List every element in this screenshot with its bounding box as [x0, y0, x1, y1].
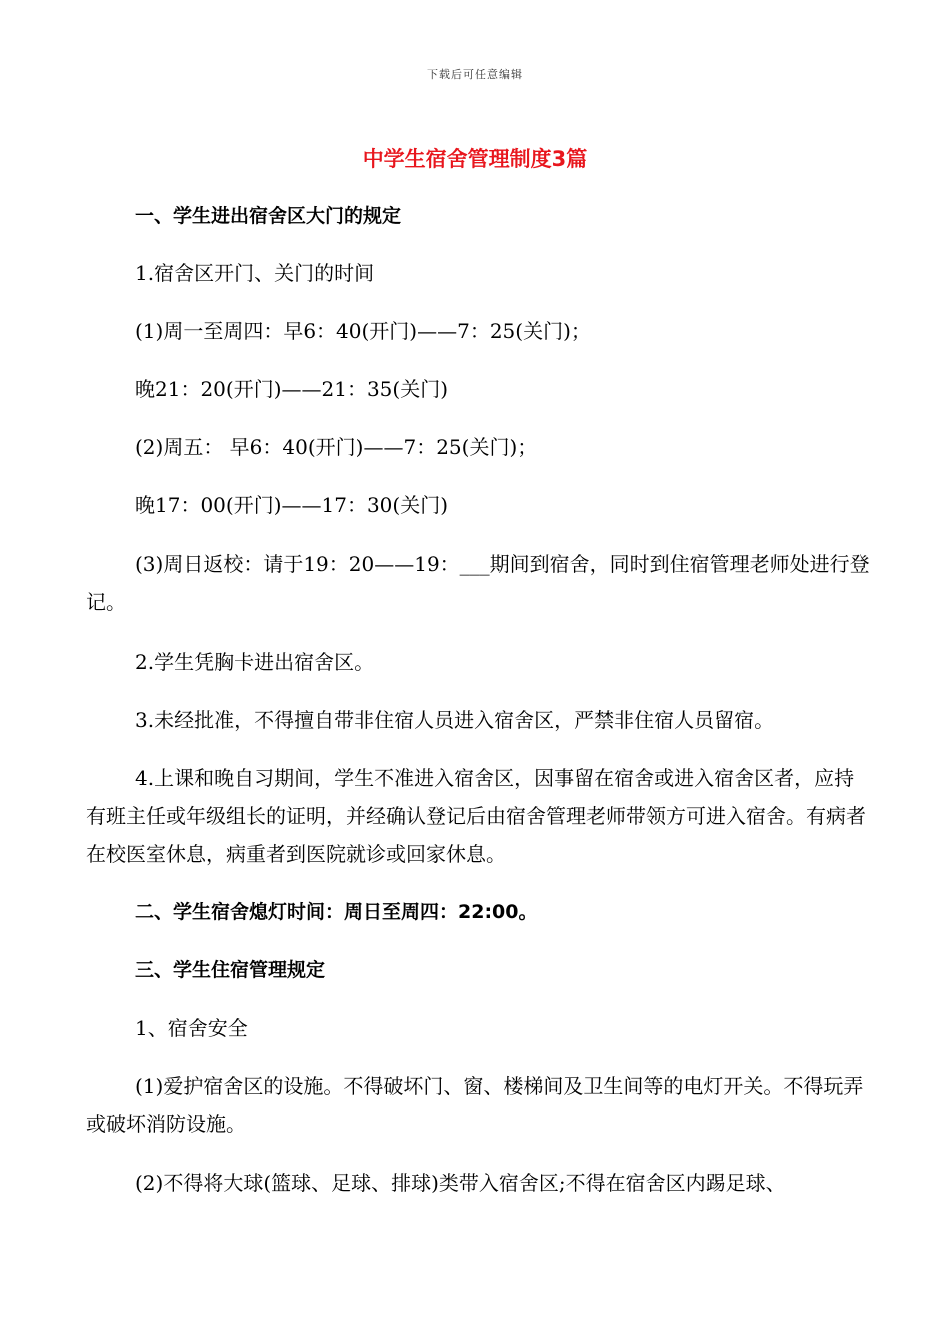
section-1-item-1-weekday-morning: (1)周一至周四：早6：40(开门)——7：25(关门)； [135, 319, 591, 343]
section-1-item-1-friday-evening: 晚17：00(开门)——17：30(关门) [135, 493, 449, 517]
section-1-item-3: 3.未经批准，不得擅自带非住宿人员进入宿舍区，严禁非住宿人员留宿。 [135, 708, 775, 732]
section-3-item-1-b: (2)不得将大球(篮球、足球、排球)类带入宿舍区;不得在宿舍区内踢足球、 [135, 1171, 786, 1195]
section-3-heading: 三、学生住宿管理规定 [135, 959, 326, 981]
section-2-heading: 二、学生宿舍熄灯时间：周日至周四：22:00。 [135, 901, 538, 923]
section-1-item-4: 4.上课和晚自习期间，学生不准进入宿舍区，因事留在宿舍或进入宿舍区者，应持有班主任或年级组长的证明，并经确认登记后由宿舍管理老师带领方可进入宿舍。有病者在校医室休息，病重者到医院就诊或回家休息。 [86, 766, 866, 866]
section-1-item-1-sunday: (3)周日返校：请于19：20——19：___期间到宿舍，同时到住宿管理老师处进行登记。 [86, 552, 870, 614]
section-3-item-1-a: (1)爱护宿舍区的设施。不得破坏门、窗、楼梯间及卫生间等的电灯开关。不得玩弄或破坏消防设施。 [86, 1074, 864, 1136]
document-title: 中学生宿舍管理制度3篇 [362, 147, 588, 171]
section-1-item-2: 2.学生凭胸卡进出宿舍区。 [135, 650, 375, 674]
section-1-heading: 一、学生进出宿舍区大门的规定 [135, 205, 402, 227]
section-3-item-1: 1、宿舍安全 [135, 1016, 248, 1040]
section-1-item-1-friday-morning: (2)周五： 早6：40(开门)——7：25(关门)； [135, 435, 538, 459]
section-1-item-1: 1.宿舍区开门、关门的时间 [135, 261, 375, 285]
section-1-item-1-weekday-evening: 晚21：20(开门)——21：35(关门) [135, 377, 449, 401]
header-note: 下载后可任意编辑 [427, 68, 523, 81]
